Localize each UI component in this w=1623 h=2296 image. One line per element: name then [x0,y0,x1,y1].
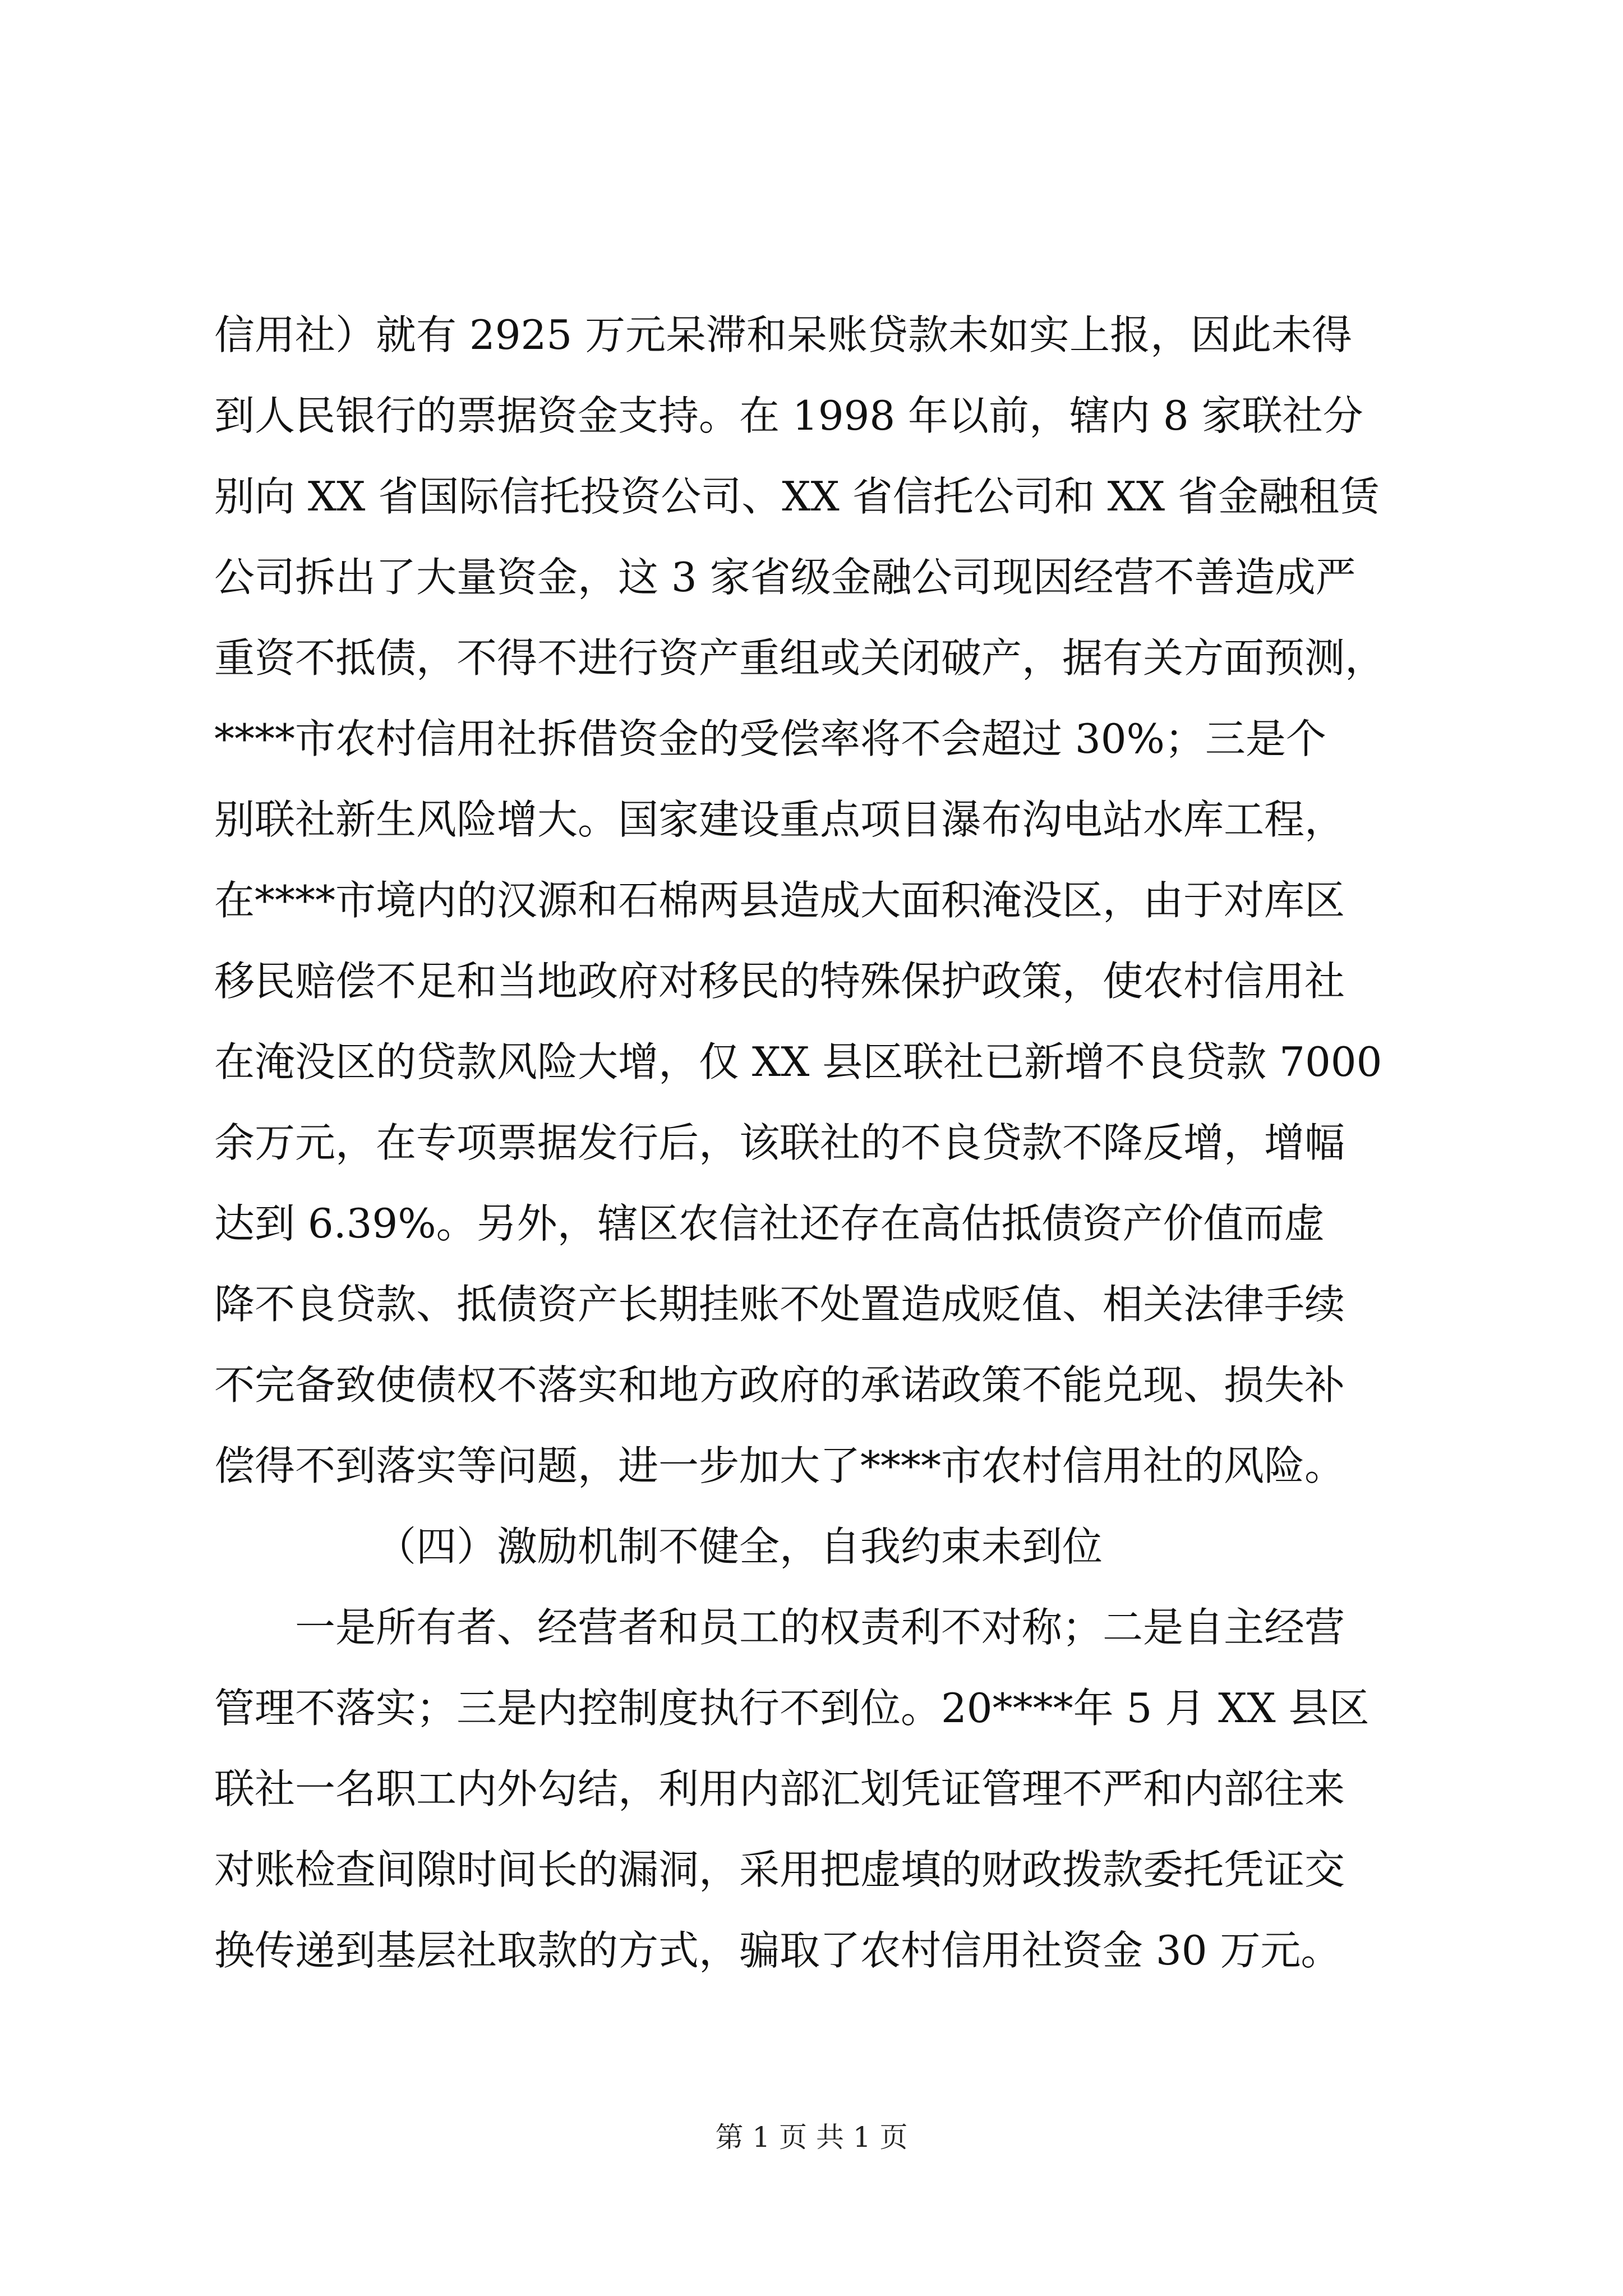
body-line: 在****市境内的汉源和石棉两县造成大面积淹没区，由于对库区 [214,877,1345,924]
body-line: 移民赔偿不足和当地政府对移民的特殊保护政策，使农村信用社 [214,958,1345,1005]
body-line: 余万元，在专项票据发行后，该联社的不良贷款不降反增，增幅 [214,1119,1345,1166]
paragraph-first-line: 一是所有者、经营者和员工的权责利不对称；二是自主经营 [295,1604,1345,1651]
body-line: 偿得不到落实等问题，进一步加大了****市农村信用社的风险。 [214,1442,1345,1489]
body-line: 管理不落实；三是内控制度执行不到位。20****年 5 月 XX 县区 [214,1685,1370,1732]
document-body [214,295,1420,1991]
body-line: ****市农村信用社拆借资金的受偿率将不会超过 30%；三是个 [214,715,1326,762]
body-line: 达到 6.39%。另外，辖区农信社还存在高估抵债资产价值而虚 [214,1200,1325,1247]
body-line: 信用社）就有 2925 万元呆滞和呆账贷款未如实上报，因此未得 [214,311,1353,358]
body-line: 降不良贷款、抵债资产长期挂账不处置造成贬值、相关法律手续 [214,1281,1345,1328]
body-line: 联社一名职工内外勾结，利用内部汇划凭证管理不严和内部往来 [214,1765,1345,1812]
section-heading: （四）激励机制不健全，自我约束未到位 [376,1523,1103,1570]
body-line: 到人民银行的票据资金支持。在 1998 年以前，辖内 8 家联社分 [214,392,1363,439]
body-line: 重资不抵债，不得不进行资产重组或关闭破产，据有关方面预测， [214,634,1386,682]
body-line: 不完备致使债权不落实和地方政府的承诺政策不能兑现、损失补 [214,1361,1345,1409]
body-line: 换传递到基层社取款的方式，骗取了农村信用社资金 30 万元。 [214,1927,1341,1974]
body-line: 别向 XX 省国际信托投资公司、XX 省信托公司和 XX 省金融租赁 [214,473,1380,520]
body-line: 在淹没区的贷款风险大增，仅 XX 县区联社已新增不良贷款 7000 [214,1038,1382,1085]
page-footer [0,2118,1623,2157]
page-number-label: 第 1 页 共 1 页 [715,2121,908,2154]
body-line: 对账检查间隙时间长的漏洞，采用把虚填的财政拨款委托凭证交 [214,1846,1345,1893]
body-line: 别联社新生风险增大。国家建设重点项目瀑布沟电站水库工程， [214,796,1345,843]
body-line: 公司拆出了大量资金，这 3 家省级金融公司现因经营不善造成严 [214,554,1356,601]
